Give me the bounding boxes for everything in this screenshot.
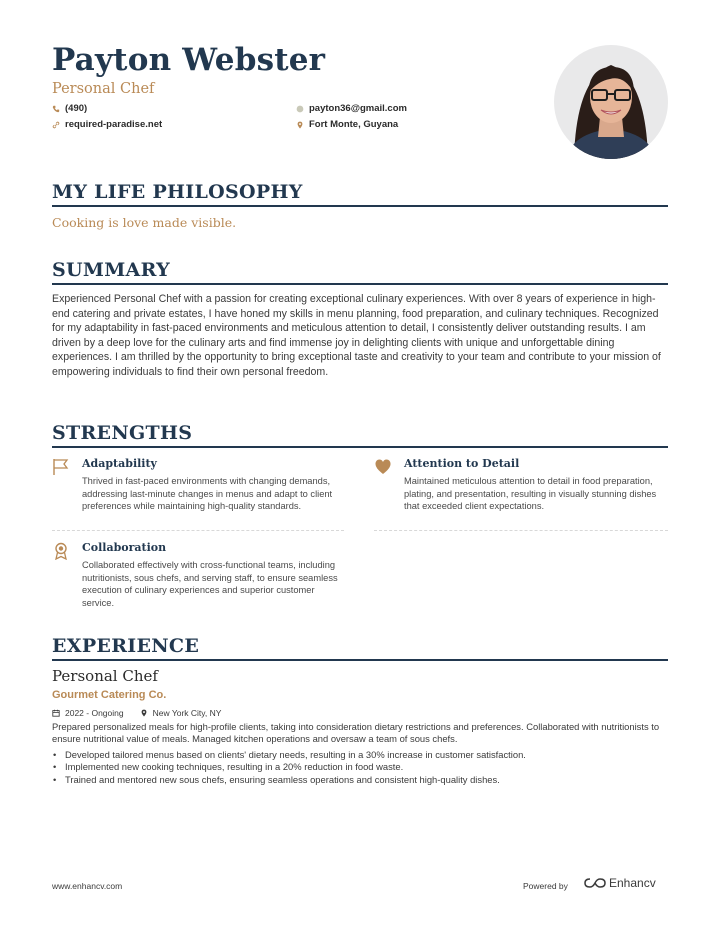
section-divider bbox=[52, 283, 668, 285]
job-meta bbox=[52, 708, 221, 718]
strength-title: Attention to Detail bbox=[404, 457, 520, 470]
strength-item bbox=[52, 457, 344, 527]
link-icon bbox=[52, 121, 60, 129]
section-divider bbox=[52, 659, 668, 661]
strength-separator bbox=[374, 530, 668, 531]
job-location: New York City, NY bbox=[152, 708, 222, 718]
summary-section-title: SUMMARY bbox=[52, 259, 170, 281]
at-icon bbox=[296, 105, 304, 113]
calendar-icon bbox=[52, 709, 60, 717]
footer-url[interactable]: www.enhancv.com bbox=[52, 881, 123, 891]
strength-description: Collaborated effectively with cross-functional teams, including nutritionists, sous chefs, and serving staff, to ensure seamless execution of culinary experiences and superior customer service. bbox=[82, 560, 338, 608]
philosophy-quote: Cooking is love made visible. bbox=[52, 215, 237, 230]
strength-item bbox=[374, 457, 666, 527]
achievement-item: • Implemented new cooking techniques, resulting in a 20% reduction in food waste. bbox=[52, 761, 668, 773]
strength-separator bbox=[52, 530, 344, 531]
contact-email[interactable] bbox=[296, 103, 407, 114]
strength-title: Adaptability bbox=[82, 457, 157, 470]
job-dates: 2022 - Ongoing bbox=[65, 708, 124, 718]
website-text[interactable]: required-paradise.net bbox=[65, 119, 163, 130]
contact-location bbox=[296, 119, 398, 130]
flag-icon bbox=[52, 458, 70, 476]
location-text: Fort Monte, Guyana bbox=[309, 119, 399, 130]
section-divider bbox=[52, 205, 668, 207]
candidate-name: Payton Webster bbox=[52, 42, 326, 78]
phone-icon bbox=[52, 105, 60, 113]
section-divider bbox=[52, 446, 668, 448]
company-name: Gourmet Catering Co. bbox=[52, 689, 167, 701]
heart-icon bbox=[374, 458, 392, 476]
enhancv-logo-text: Enhancv bbox=[609, 876, 656, 890]
award-icon bbox=[52, 542, 70, 560]
strength-description: Maintained meticulous attention to detail in food preparation, plating, and presentation, resulting in visually stunning dishes that exceeded client expectations. bbox=[404, 476, 657, 511]
job-description: Prepared personalized meals for high-profile clients, taking into consideration dietary restrictions and preferences. Collaborated with nutritionists to ensure nutritional value of meals. Managed kitchen operations and oversaw a team of sous chefs. bbox=[52, 721, 660, 745]
summary-text: Experienced Personal Chef with a passion for creating exceptional culinary experiences. With over 8 years of experience in high-end catering and private estates, I have honed my skills in menu planning, food preparation, and culinary techniques. Recognized for my adaptability in fast-paced environments and meticulous attention to detail, I consistently deliver outstanding results. I am driven by a deep love for the culinary arts and find immense joy in delighting clients with unique and unforgettable dining experiences. I am thrilled by the opportunity to bring exceptional taste and creativity to your team and contribute to your mission of empowering individuals to find their own personal freedom. bbox=[52, 293, 661, 378]
enhancv-logo[interactable] bbox=[584, 876, 656, 890]
location-pin-icon bbox=[296, 121, 304, 129]
job-title: Personal Chef bbox=[52, 667, 158, 685]
achievement-item: • Developed tailored menus based on clients' dietary needs, resulting in a 30% increase in customer satisfaction. bbox=[52, 749, 668, 761]
enhancv-logo-icon bbox=[584, 877, 606, 889]
contact-phone bbox=[52, 103, 87, 114]
footer-powered-by: Powered by bbox=[523, 881, 568, 891]
strengths-section-title: STRENGTHS bbox=[52, 422, 193, 444]
philosophy-section-title: MY LIFE PHILOSOPHY bbox=[52, 181, 303, 203]
candidate-role: Personal Chef bbox=[52, 81, 155, 97]
experience-section-title: EXPERIENCE bbox=[52, 635, 200, 657]
strength-item bbox=[52, 541, 344, 611]
phone-text: (490) bbox=[65, 103, 88, 114]
profile-photo bbox=[554, 45, 668, 159]
strength-description: Thrived in fast-paced environments with changing demands, addressing last-minute changes in menus and adapt to client preferences while maintaining high-quality standards. bbox=[82, 476, 333, 511]
achievement-item: • Trained and mentored new sous chefs, ensuring seamless operations and consistent high-quality dishes. bbox=[52, 774, 668, 786]
strength-title: Collaboration bbox=[82, 541, 167, 554]
location-pin-icon bbox=[140, 709, 148, 717]
email-text[interactable]: payton36@gmail.com bbox=[309, 103, 407, 114]
contact-website[interactable] bbox=[52, 119, 162, 130]
avatar bbox=[554, 45, 668, 159]
job-achievements bbox=[52, 749, 668, 786]
